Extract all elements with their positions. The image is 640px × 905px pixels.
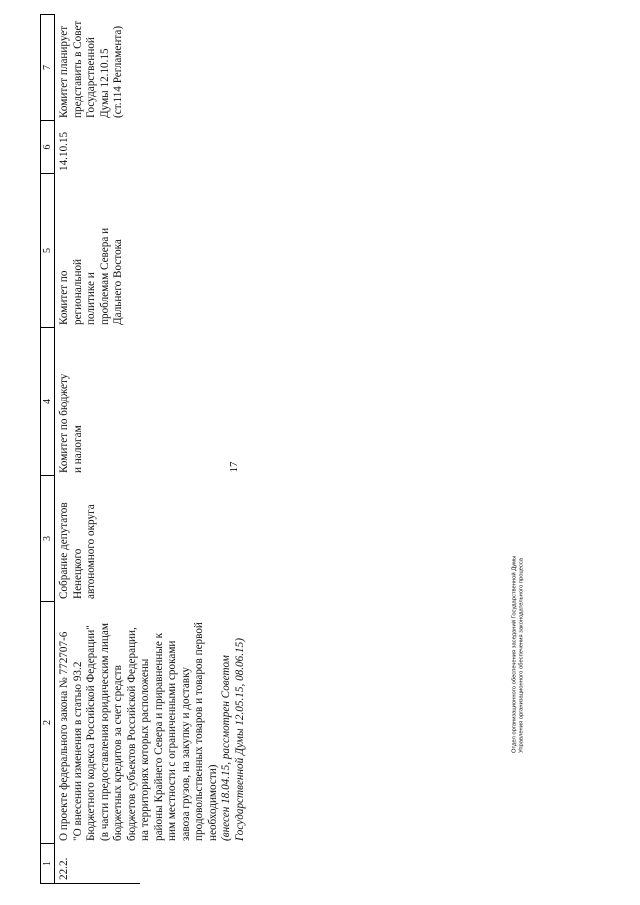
bill-note: (внесен 18.04.15, рассмотрен Советом [220, 655, 232, 841]
column-header: 5 [40, 174, 55, 328]
bill-note: Государственной Думы 12.05.15, 08.06.15) [233, 638, 246, 841]
footer-line: Отдел организационного обеспечения заседаний Государственной Думы [511, 555, 518, 753]
page-number: 17 [228, 461, 240, 473]
item-number: 22.2. [55, 844, 140, 884]
column-header: 3 [40, 476, 55, 602]
date: 14.10.15 [58, 131, 70, 171]
initiator: Собрание депутатов Ненецкого автономного округа [58, 502, 97, 599]
plan: Комитет планирует представить в Совет Государственной Думы 12.10.15 (ст.114 Регламента) [58, 20, 124, 118]
footer-line: Управления организационного обеспечения законодательного процесса [518, 557, 525, 753]
footer [511, 556, 525, 753]
column-header: 2 [40, 602, 55, 844]
co-committee: Комитет по региональной политике и проблемам Севера и Дальнего Востока [58, 227, 124, 325]
column-header: 7 [40, 14, 55, 121]
table-header-row [40, 14, 55, 884]
column-header: 6 [40, 121, 55, 174]
column-header: 1 [40, 844, 55, 884]
bill-title: О проекте федерального закона № 772707-6 "О внесении изменения в статью 93.2 Бюджетного кодекса Российской Федерации" (в части предоставления юридическим лицам бюджетных кредитов за счет средств бюджетов субъектов Российской Федерации, на территориях которых расположены районы Крайнего Севера и приравненные к ним местности с ограниченными сроками завоза грузов, на закупку и доставку продовольственных товаров и товаров первой необходимости) (внесен 18.04.15, рассмотрен Советом Государственной Думы 12.05.15, 08.06.15) [55, 602, 140, 844]
column-header: 4 [40, 328, 55, 476]
responsible-committee: Комитет по бюджету и налогам [58, 373, 84, 473]
